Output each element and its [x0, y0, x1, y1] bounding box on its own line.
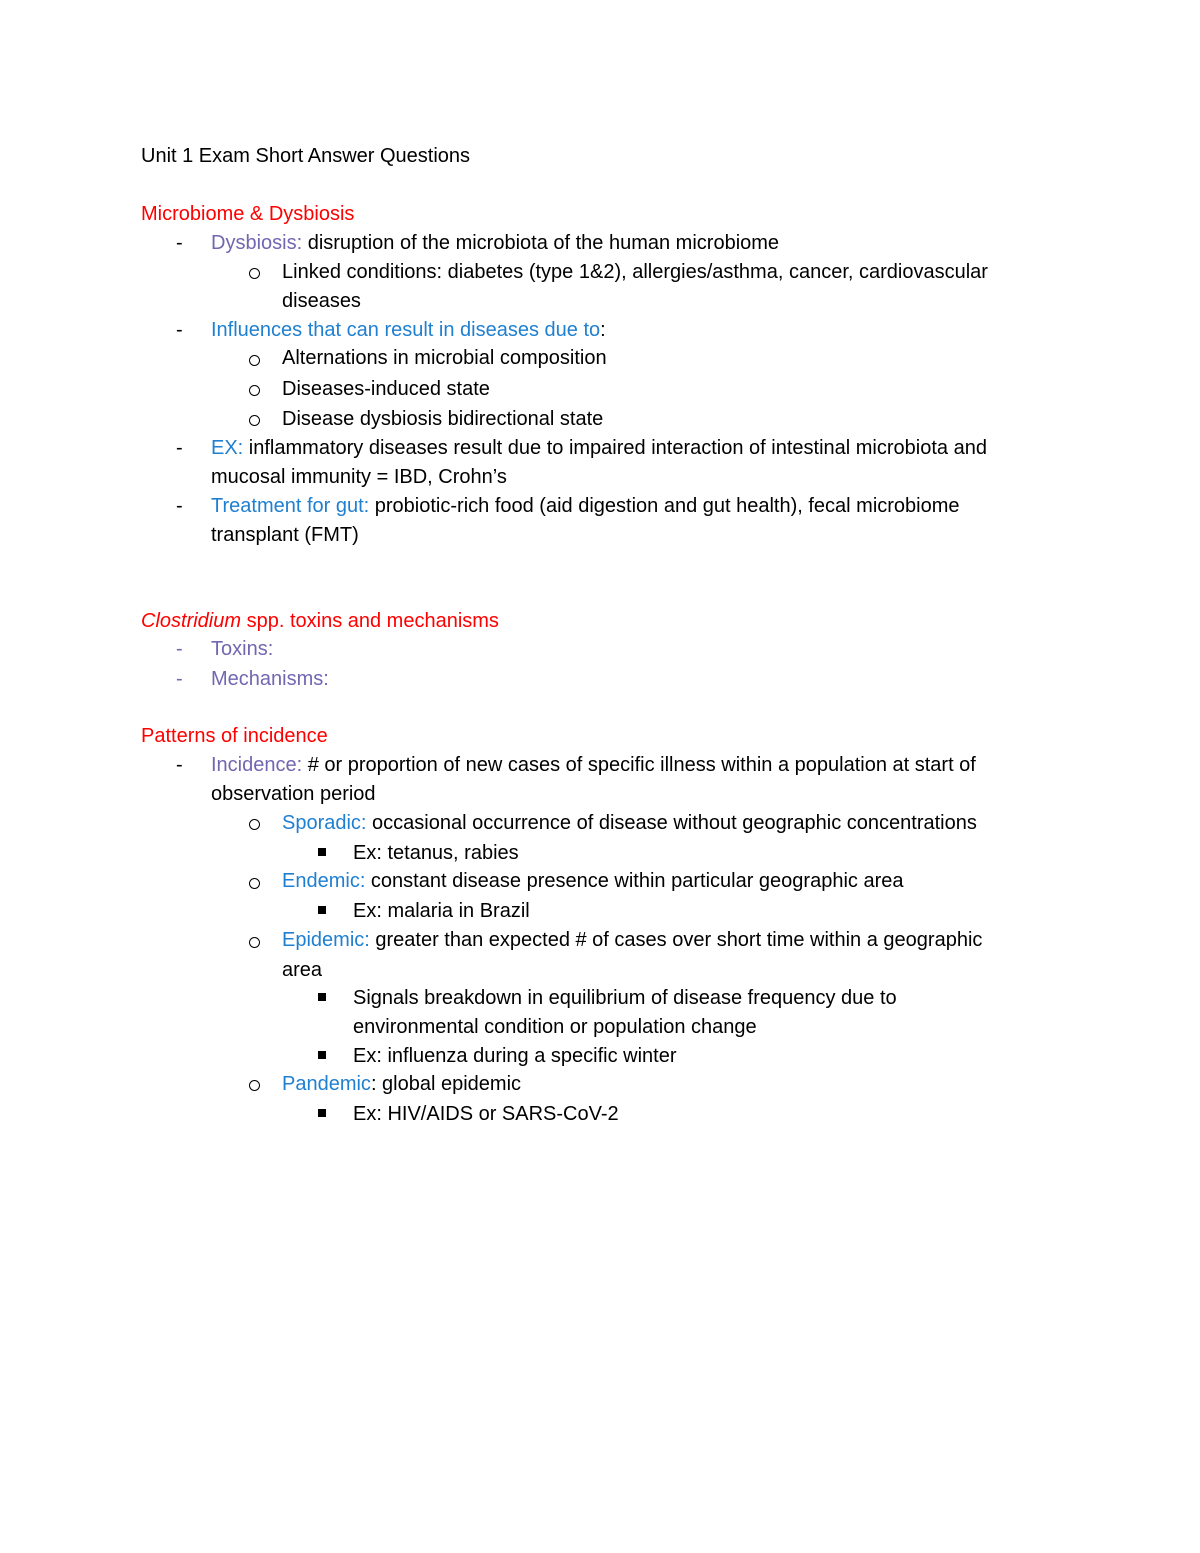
term-label: Pandemic: [282, 1073, 371, 1095]
term-label: EX:: [211, 437, 244, 459]
section-heading-microbiome: Microbiome & Dysbiosis: [141, 203, 355, 225]
epidemic-item-continued: area: [282, 959, 323, 981]
incidence-item: [211, 753, 976, 777]
mechanisms-item: Mechanisms:: [211, 668, 329, 690]
section-heading-clostridium: [141, 609, 499, 633]
term-label: Treatment for gut:: [211, 495, 370, 517]
circle-bullet: [249, 268, 260, 279]
term-label: Influences that can result in diseases due to: [211, 319, 601, 341]
term-label: Incidence:: [211, 754, 303, 776]
incidence-item-continued: observation period: [211, 783, 376, 805]
definition-text: inflammatory diseases result due to impaired interaction of intestinal microbiota and: [243, 437, 987, 459]
dysbiosis-item: [211, 231, 779, 255]
dash-bullet: -: [176, 319, 183, 341]
term-label: Epidemic:: [282, 929, 370, 951]
definition-text: :: [600, 319, 606, 341]
dash-bullet: -: [176, 437, 183, 459]
term-label: Dysbiosis:: [211, 232, 303, 254]
pandemic-item: [282, 1072, 521, 1096]
treatment-item-continued: transplant (FMT): [211, 524, 359, 546]
definition-text: probiotic-rich food (aid digestion and gut health), fecal microbiome: [369, 495, 960, 517]
definition-text: # or proportion of new cases of specific illness within a population at start of: [302, 754, 976, 776]
section-heading-incidence: Patterns of incidence: [141, 725, 328, 747]
definition-text: disruption of the microbiota of the human microbiome: [302, 232, 780, 254]
dash-bullet: -: [176, 638, 183, 660]
dash-bullet: -: [176, 232, 183, 254]
definition-text: : global epidemic: [370, 1073, 522, 1095]
circle-bullet: [249, 937, 260, 948]
genus-name: Clostridium: [141, 610, 242, 632]
heading-rest: spp. toxins and mechanisms: [241, 610, 499, 632]
toxins-item: Toxins:: [211, 638, 274, 660]
example-text: Ex: tetanus, rabies: [353, 842, 519, 864]
list-item: Diseases-induced state: [282, 378, 490, 400]
example-text: Ex: malaria in Brazil: [353, 900, 530, 922]
treatment-item: [211, 494, 960, 518]
list-item: Disease dysbiosis bidirectional state: [282, 408, 604, 430]
term-label: Sporadic:: [282, 812, 367, 834]
example-item: [211, 436, 987, 460]
epidemic-item: [282, 928, 982, 952]
circle-bullet: [249, 385, 260, 396]
sporadic-item: [282, 811, 977, 835]
circle-bullet: [249, 415, 260, 426]
list-item-continued: environmental condition or population change: [353, 1016, 757, 1038]
list-item: Alternations in microbial composition: [282, 347, 607, 369]
definition-text: greater than expected # of cases over short time within a geographic: [369, 929, 983, 951]
square-bullet: [318, 993, 326, 1001]
circle-bullet: [249, 819, 260, 830]
document-title: Unit 1 Exam Short Answer Questions: [141, 145, 471, 167]
definition-text: occasional occurrence of disease without geographic concentrations: [366, 812, 977, 834]
list-item-continued: diseases: [282, 290, 361, 312]
square-bullet: [318, 1051, 326, 1059]
square-bullet: [318, 1109, 326, 1117]
dash-bullet: -: [176, 495, 183, 517]
term-label: Endemic:: [282, 870, 366, 892]
example-item-continued: mucosal immunity = IBD, Crohn’s: [211, 466, 507, 488]
dash-bullet: -: [176, 668, 183, 690]
circle-bullet: [249, 1080, 260, 1091]
square-bullet: [318, 906, 326, 914]
example-text: Ex: HIV/AIDS or SARS-CoV-2: [353, 1103, 619, 1125]
influences-item: [211, 318, 606, 342]
list-item: Signals breakdown in equilibrium of disease frequency due to: [353, 987, 897, 1009]
definition-text: constant disease presence within particular geographic area: [365, 870, 904, 892]
square-bullet: [318, 848, 326, 856]
circle-bullet: [249, 355, 260, 366]
example-text: Ex: influenza during a specific winter: [353, 1045, 677, 1067]
list-item: Linked conditions: diabetes (type 1&2), allergies/asthma, cancer, cardiovascular: [282, 261, 988, 283]
endemic-item: [282, 869, 903, 893]
circle-bullet: [249, 878, 260, 889]
dash-bullet: -: [176, 754, 183, 776]
